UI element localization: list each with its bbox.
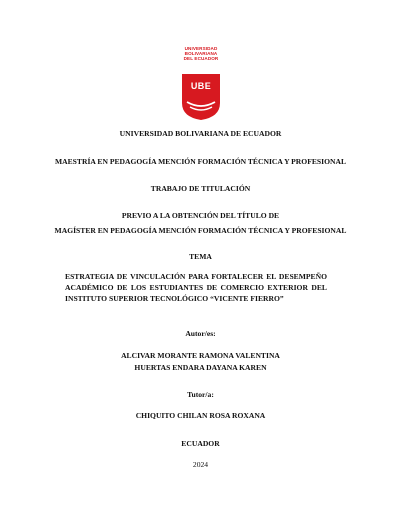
tutor-name: CHIQUITO CHILAN ROSA ROXANA bbox=[135, 411, 266, 420]
prerequisite-line-2: MAGÍSTER EN PEDAGOGÍA MENCIÓN FORMACIÓN TÉCNICA Y PROFESIONAL bbox=[54, 226, 347, 235]
author-name: HUERTAS ENDARA DAYANA KAREN bbox=[134, 363, 267, 372]
logo-shield-icon bbox=[181, 73, 221, 121]
year: 2024 bbox=[192, 460, 209, 469]
tutor-label: Tutor/a: bbox=[187, 390, 214, 399]
authors-label: Autor/es: bbox=[185, 329, 216, 338]
university-name: UNIVERSIDAD BOLIVARIANA DE ECUADOR bbox=[119, 129, 282, 138]
author-name: ALCIVAR MORANTE RAMONA VALENTINA bbox=[121, 351, 280, 360]
topic-text: ESTRATEGIA DE VINCULACIÓN PARA FORTALECER EL DESEMPEÑO ACADÉMICO DE LOS ESTUDIANTES DE COMERCIO EXTERIOR DEL INSTITUTO SUPERIOR TECNOLÓGICO “VICENTE FIERRO” bbox=[65, 272, 327, 303]
work-type: TRABAJO DE TITULACIÓN bbox=[150, 184, 251, 193]
program-name: MAESTRÍA EN PEDAGOGÍA MENCIÓN FORMACIÓN TÉCNICA Y PROFESIONAL bbox=[54, 157, 347, 166]
country: ECUADOR bbox=[181, 439, 220, 448]
university-logo bbox=[164, 46, 238, 124]
logo-name-line-2: BOLIVARIANA bbox=[184, 51, 218, 57]
logo-abbreviation: UBE bbox=[190, 81, 212, 91]
logo-name-line-1: UNIVERSIDAD bbox=[184, 46, 218, 51]
topic-label: TEMA bbox=[189, 252, 212, 261]
logo-name-line-3: DEL ECUADOR bbox=[183, 56, 219, 62]
prerequisite-line-1: PREVIO A LA OBTENCIÓN DEL TÍTULO DE bbox=[121, 211, 280, 220]
